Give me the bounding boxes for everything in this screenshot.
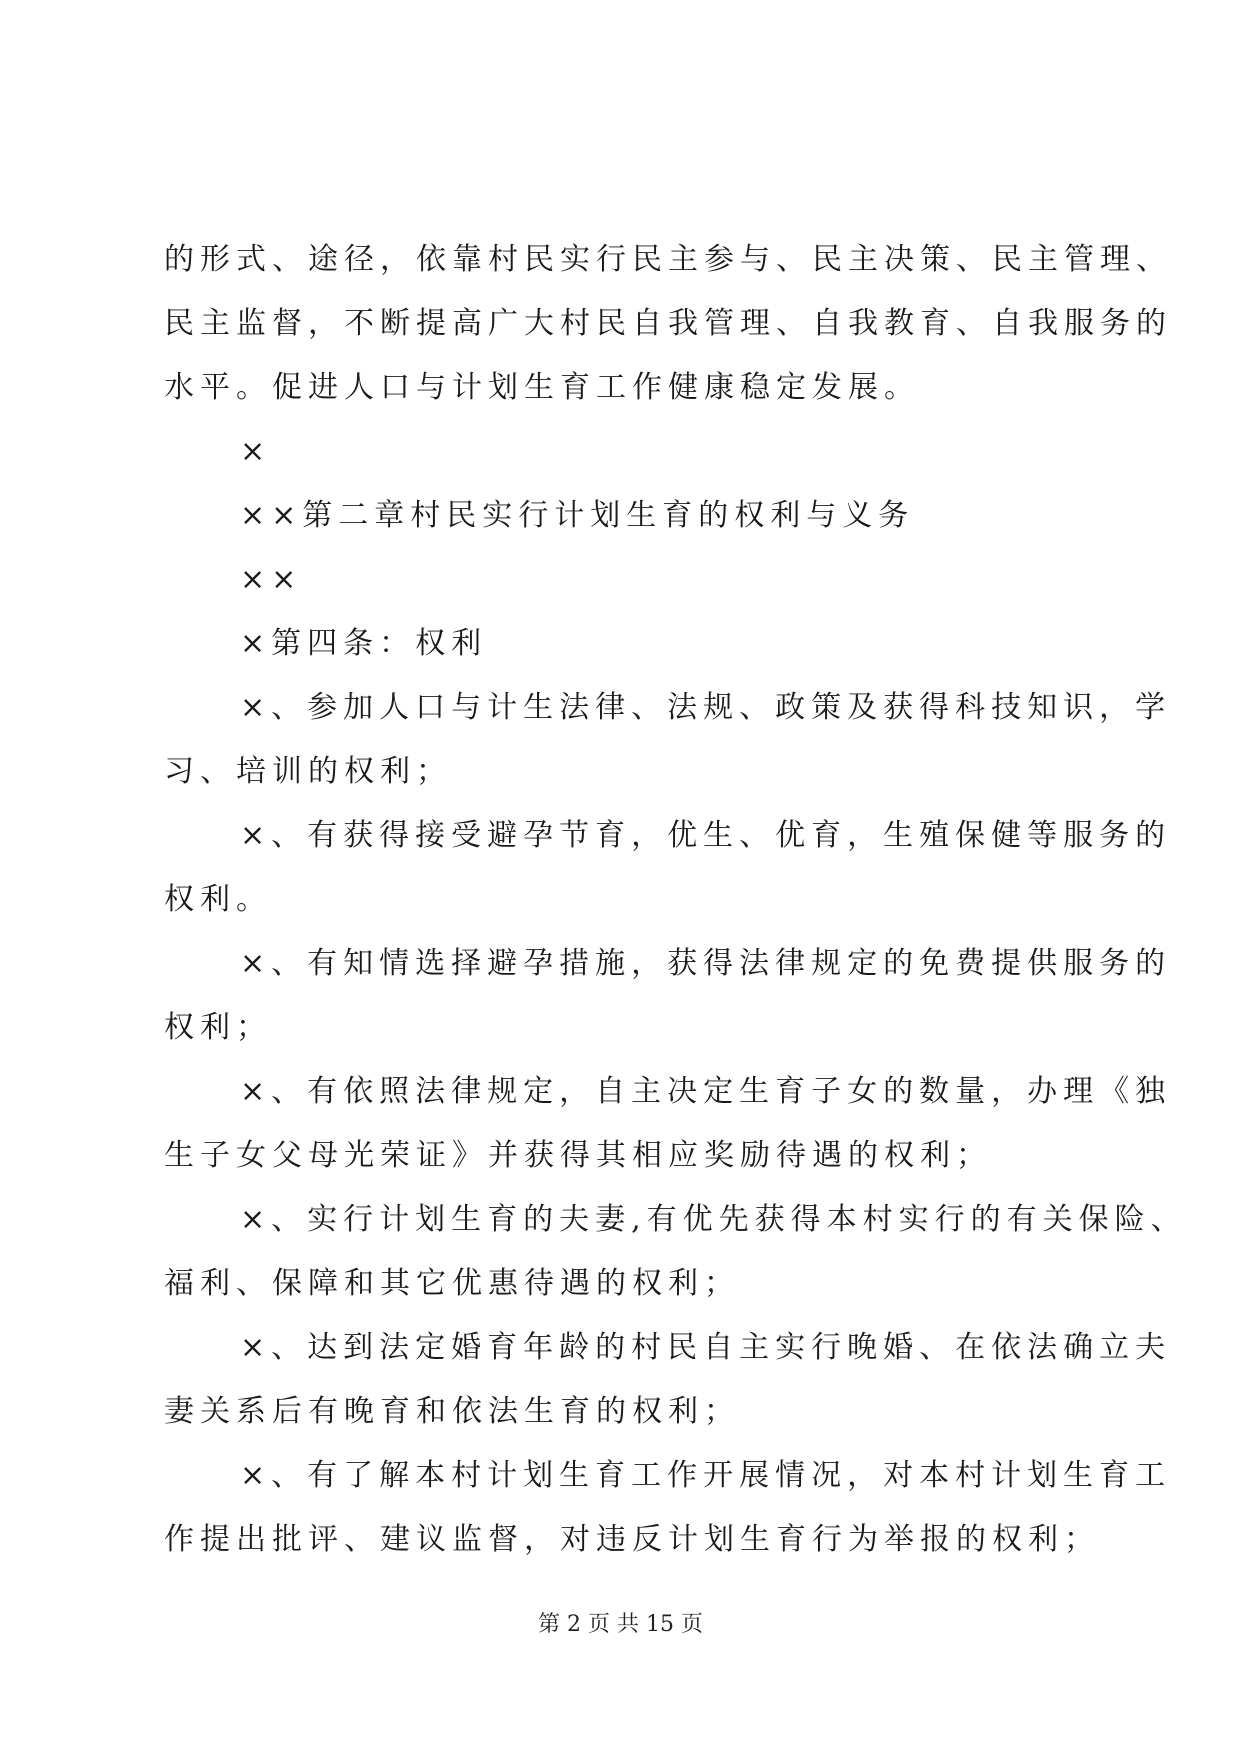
text-line: 作提出批评、建议监督，对违反计划生育行为举报的权利； <box>164 1522 1100 1557</box>
list-item: ×、有知情选择避孕措施，获得法律规定的免费提供服务的 <box>240 946 1172 981</box>
text-line: ×× <box>240 562 303 597</box>
text-line: × <box>240 434 272 469</box>
body-text <box>164 228 1187 1572</box>
text-line: 生子女父母光荣证》并获得其相应奖励待遇的权利； <box>164 1138 992 1173</box>
text-line: 的形式、途径，依靠村民实行民主参与、民主决策、民主管理、 <box>164 242 1172 277</box>
chapter-heading: ××第二章村民实行计划生育的权利与义务 <box>240 498 915 533</box>
text-line: 权利。 <box>164 882 272 917</box>
text-line: 权利； <box>164 1010 272 1045</box>
text-line: 福利、保障和其它优惠待遇的权利； <box>164 1266 740 1301</box>
text-line: 民主监督，不断提高广大村民自我管理、自我教育、自我服务的 <box>164 306 1172 341</box>
page-number-footer: 第 2 页 共 15 页 <box>538 1612 703 1637</box>
list-item: ×、有获得接受避孕节育，优生、优育，生殖保健等服务的 <box>240 818 1172 853</box>
list-item: ×、有依照法律规定，自主决定生育子女的数量，办理《独 <box>240 1074 1172 1109</box>
text-line: 妻关系后有晚育和依法生育的权利； <box>164 1394 740 1429</box>
article-heading: ×第四条：权利 <box>240 626 488 661</box>
list-item: ×、参加人口与计生法律、法规、政策及获得科技知识，学 <box>240 690 1172 725</box>
list-item: ×、达到法定婚育年龄的村民自主实行晚婚、在依法确立夫 <box>240 1330 1172 1365</box>
list-item: ×、有了解本村计划生育工作开展情况，对本村计划生育工 <box>240 1458 1172 1493</box>
text-line: 习、培训的权利； <box>164 754 452 789</box>
list-item: ×、实行计划生育的夫妻,有优先获得本村实行的有关保险、 <box>240 1202 1187 1237</box>
text-line: 水平。促进人口与计划生育工作健康稳定发展。 <box>164 370 920 405</box>
